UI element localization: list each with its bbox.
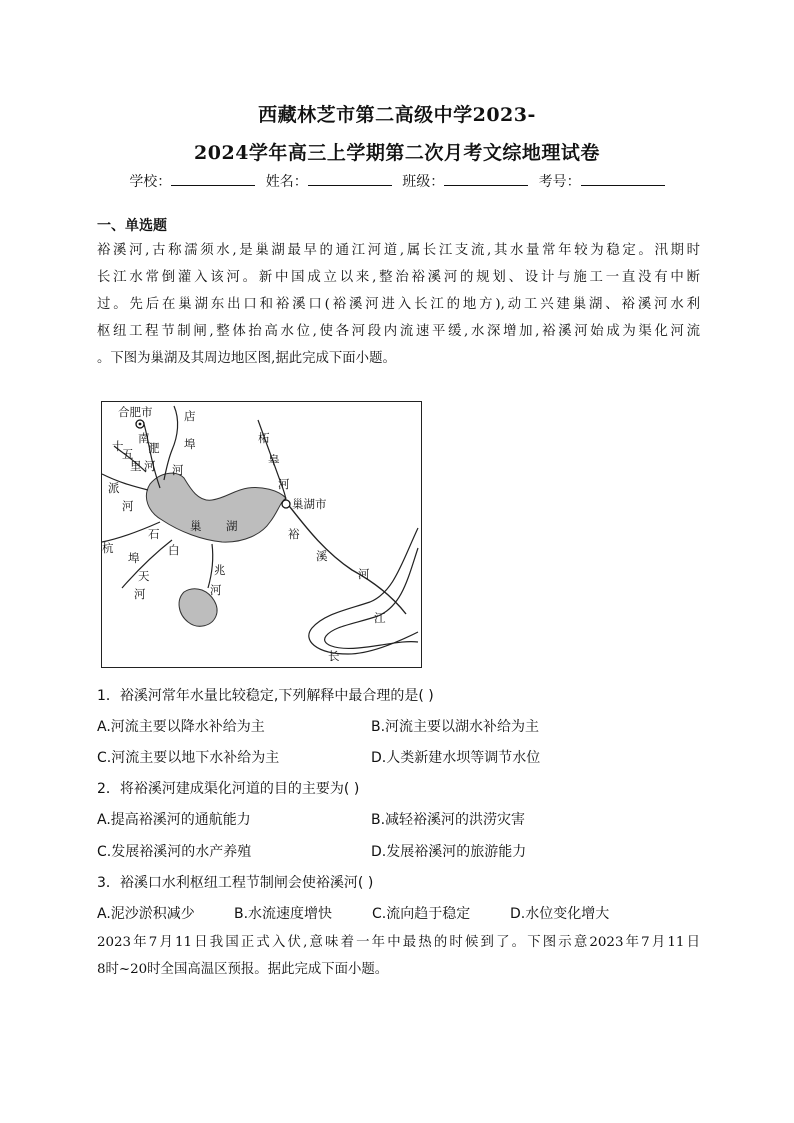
name-blank[interactable] xyxy=(308,171,392,186)
exam-number-label: 考号： xyxy=(538,174,581,190)
exam-title-line2: 2024学年高三上学期第二次月考文综地理试卷 xyxy=(194,142,600,164)
label-shi: 十 xyxy=(112,439,124,453)
question-1-option-c[interactable]: C.河流主要以地下水补给为主 xyxy=(97,750,280,766)
question-3-stem: 3．裕溪口水利枢纽工程节制闸会使裕溪河( ) xyxy=(97,875,374,891)
passage-line: 。下图为巢湖及其周边地区图,据此完成下面小题。 xyxy=(97,351,396,366)
name-label: 姓名： xyxy=(265,174,308,190)
label-he: 河 xyxy=(134,587,146,601)
reading-passage-1 xyxy=(97,237,700,372)
question-1-option-b[interactable]: B.河流主要以湖水补给为主 xyxy=(371,719,540,735)
yangtze-bank-south xyxy=(325,548,418,648)
label-shi2: 石 xyxy=(148,527,160,541)
question-2-option-c[interactable]: C.发展裕溪河的水产养殖 xyxy=(97,844,252,860)
label-he: 河 xyxy=(358,567,370,581)
question-2-option-a[interactable]: A.提高裕溪河的通航能力 xyxy=(97,812,251,828)
class-label: 班级： xyxy=(402,174,445,190)
zhao-river xyxy=(208,544,213,588)
yangtze-bank-north xyxy=(309,528,418,654)
question-2-option-b[interactable]: B.减轻裕溪河的洪涝灾害 xyxy=(371,812,526,828)
label-chao: 巢 xyxy=(190,519,202,533)
question-1-option-a[interactable]: A.河流主要以降水补给为主 xyxy=(97,719,265,735)
label-tian: 天 xyxy=(138,569,150,583)
label-jiang: 江 xyxy=(374,611,386,625)
question-1-option-d[interactable]: D.人类新建水坝等调节水位 xyxy=(371,750,541,766)
chaohu-city-marker xyxy=(282,500,290,508)
label-bu: 埠 xyxy=(128,551,140,565)
question-3-option-c[interactable]: C.流向趋于稳定 xyxy=(372,906,471,922)
chaohu-region-map xyxy=(101,401,422,668)
label-hang: 杭 xyxy=(102,541,114,555)
passage-line: 过。先后在巢湖东出口和裕溪口(裕溪河进入长江的地方),动工兴建巢湖、裕溪河水利 xyxy=(97,297,700,312)
question-2-stem: 2．将裕溪河建成渠化河道的目的主要为( ) xyxy=(97,781,360,797)
label-bu: 埠 xyxy=(184,437,196,451)
school-field[interactable] xyxy=(129,174,255,190)
label-dian: 店 xyxy=(184,409,196,423)
class-field[interactable] xyxy=(402,174,528,190)
school-label: 学校： xyxy=(129,174,172,190)
label-chang: 长 xyxy=(328,649,340,663)
label-xi: 溪 xyxy=(316,549,328,563)
label-hu: 湖 xyxy=(226,519,238,533)
map-graphic xyxy=(102,402,420,666)
question-3-option-b[interactable]: B.水流速度增快 xyxy=(234,906,333,922)
passage-line: 裕溪河,古称濡须水,是巢湖最早的通江河道,属长江支流,其水量常年较为稳定。汛期时 xyxy=(97,243,700,258)
chaohu-lake xyxy=(146,473,286,542)
label-fei: 淝 xyxy=(148,441,160,455)
label-li: 里 xyxy=(130,459,142,473)
label-he: 河 xyxy=(210,583,222,597)
label-wu: 五 xyxy=(122,447,134,461)
label-bai: 白 xyxy=(168,543,180,557)
label-he: 河 xyxy=(278,477,290,491)
label-nan: 南 xyxy=(138,431,150,445)
school-blank[interactable] xyxy=(171,171,255,186)
question-1-stem: 1．裕溪河常年水量比较稳定,下列解释中最合理的是( ) xyxy=(97,688,434,704)
reading-passage-2 xyxy=(97,929,700,983)
section-title: 一、单选题 xyxy=(97,218,167,234)
label-zhe: 柘 xyxy=(258,431,270,445)
passage-line: 枢纽工程节制闸,整体抬高水位,使各河段内流速平缓,水深增加,裕溪河始成为渠化河流 xyxy=(97,324,700,339)
passage-line: 长江水常倒灌入该河。新中国成立以来,整治裕溪河的规划、设计与施工一直没有中断 xyxy=(97,270,700,285)
class-blank[interactable] xyxy=(444,171,528,186)
name-field[interactable] xyxy=(266,174,392,190)
label-pai: 派 xyxy=(108,481,120,495)
label-gao: 皋 xyxy=(268,453,280,467)
label-hefei: 合肥市 xyxy=(118,405,153,419)
student-info-row xyxy=(0,171,794,191)
passage-line: 8时~20时全国高温区预报。据此完成下面小题。 xyxy=(97,962,389,977)
label-chaohu-city: 巢湖市 xyxy=(292,497,327,511)
label-he: 河 xyxy=(144,459,156,473)
label-zhao: 兆 xyxy=(214,563,226,577)
label-yu: 裕 xyxy=(288,527,300,541)
passage-line: 2023年7月11日我国正式入伏,意味着一年中最热的时候到了。下图示意2023年7月11日 xyxy=(97,935,700,950)
exam-number-blank[interactable] xyxy=(581,171,665,186)
yuxi-river xyxy=(286,502,406,614)
label-he: 河 xyxy=(122,499,134,513)
question-2-option-d[interactable]: D.发展裕溪河的旅游能力 xyxy=(371,844,527,860)
label-he: 河 xyxy=(172,463,184,477)
question-3-option-a[interactable]: A.泥沙淤积减少 xyxy=(97,906,195,922)
question-3-option-d[interactable]: D.水位变化增大 xyxy=(510,906,610,922)
exam-title-line1: 西藏林芝市第二高级中学2023- xyxy=(258,104,536,126)
exam-number-field[interactable] xyxy=(539,174,665,190)
